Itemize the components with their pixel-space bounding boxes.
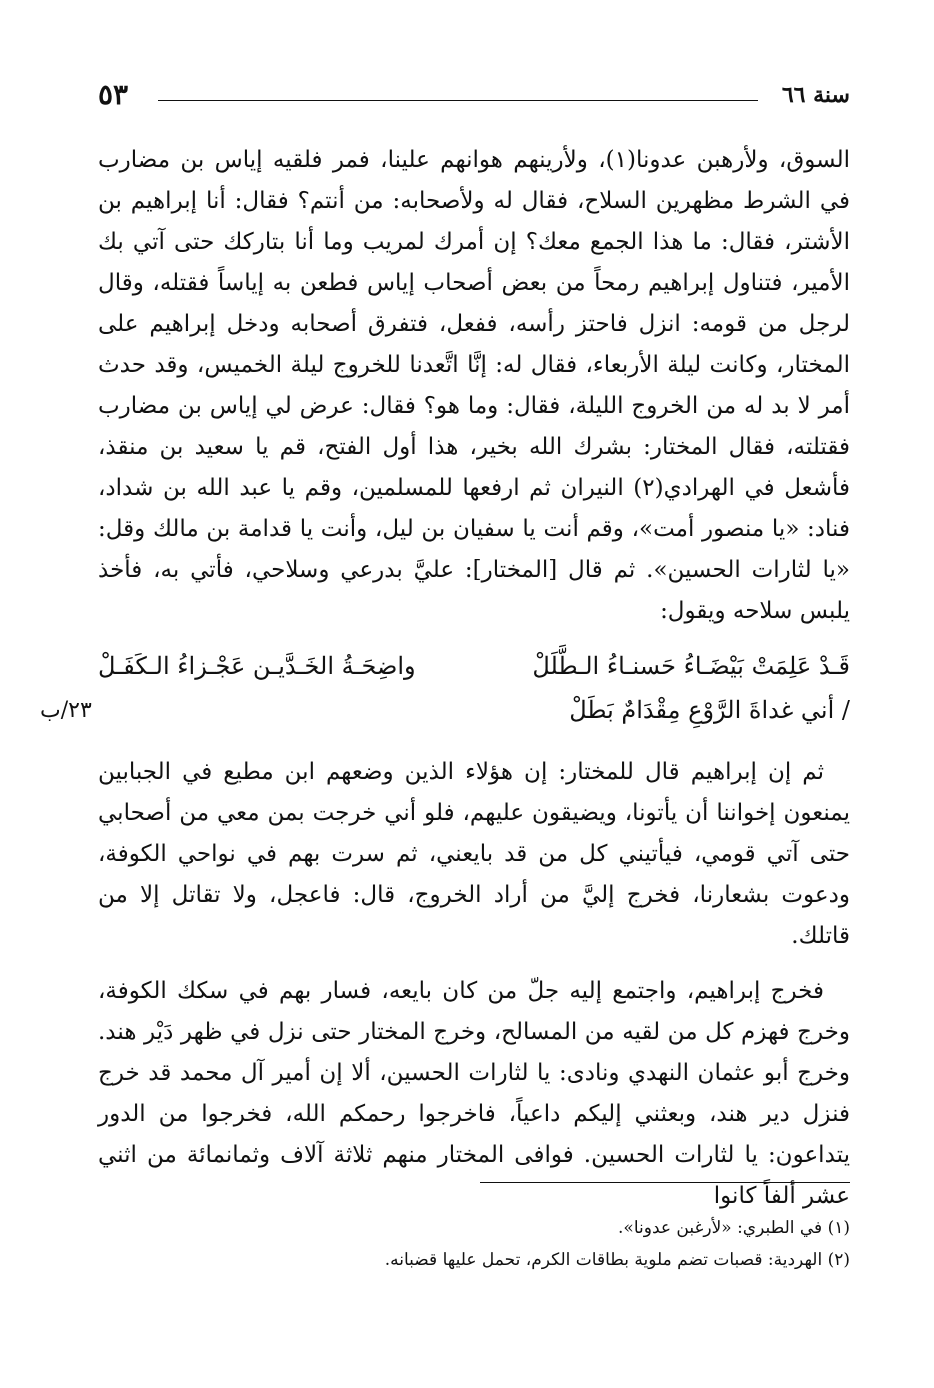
- footnote-separator: [480, 1182, 850, 1183]
- poem-line: [98, 688, 850, 732]
- footnote: (١) في الطبري: «لأرغبن عدونا».: [618, 1218, 850, 1238]
- verse-third-hemistich: / أني غداةَ الرَّوْعِ مِقْدَامٌ بَطَلْ: [569, 696, 850, 724]
- paragraph: فخرج إبراهيم، واجتمع إليه جلّ من كان بايعه، فسار بهم في سكك الكوفة، وخرج فهزم كل من لقيه من المسالح، وخرج المختار حتى نزل في ظهر دَيْر هند. وخرج أبو عثمان النهدي ونادى: يا لثارات الحسين، ألا إن أمير آل محمد قد خرج فنزل دير هند، وبعثني إليكم داعياً، فاخرجوا رحمكم الله، فخرجوا من الدور يتداعون: يا لثارات الحسين. فوافى المختار منهم ثلاثة آلاف وثمانمائة من اثني عشر ألفاً كانوا: [98, 978, 851, 1209]
- page-number: ٥٣: [98, 78, 129, 111]
- poem-verse: [98, 644, 850, 732]
- verse-second-hemistich: واضِحَـةُ الخَـدَّيـن عَجْـزاءُ الـكَفَـلْ: [98, 652, 416, 680]
- page-header: [98, 78, 850, 118]
- footnote: (٢) الهردية: قصبات تضم ملوية بطاقات الكرم، تحمل عليها قضبانه.: [384, 1250, 850, 1270]
- header-rule: [158, 100, 758, 101]
- main-text-top: [98, 140, 850, 632]
- manuscript-folio-note: ٢٣/ب: [40, 698, 92, 723]
- main-text-bottom: [98, 752, 850, 1217]
- paragraph: السوق، ولأرهبن عدونا(١)، ولأرينهم هوانهم علينا، فمر فلقيه إياس بن مضارب في الشرط مظهرين السلاح، فقال له ولأصحابه: من أنتم؟ فقال: أنا إبراهيم بن الأشتر، فقال: ما هذا الجمع معك؟ إن أمرك لمريب وما أنا بتاركك حتى آتي بك الأمير، فتناول إبراهيم رمحاً من بعض أصحاب إياس فطعن به إياساً فقتله، وقال لرجل من قومه: انزل فاحتز رأسه، ففعل، فتفرق أصحابه ودخل إبراهيم على المختار، وكانت ليلة الأربعاء، فقال له: إنَّا اتَّعدنا للخروج ليلة الخميس، وقد حدث أمر لا بد له من الخروج الليلة، فقال: وما هو؟ فقال: عرض لي إياس بن مضارب فقتلته، فقال المختار: بشرك الله بخير، هذا أول الفتح، قم يا سعيد بن منقذ، فأشعل في الهرادي(٢) النيران ثم ارفعها للمسلمين، وقم يا عبد الله بن شداد، فناد: «يا منصور أمت»، وقم أنت يا سفيان بن ليل، وأنت يا قدامة بن مالك وقل: «يا لثارات الحسين». ثم قال [المختار]: عليَّ بدرعي وسلاحي، فأتي به، فأخذ يلبس سلاحه ويقول:: [98, 147, 850, 624]
- running-title: سنة ٦٦: [781, 82, 850, 108]
- verse-first-hemistich: قَـدْ عَلِمَتْ بَيْضَـاءُ حَسنـاءُ الـطَّلَلْ: [532, 652, 850, 680]
- paragraph: ثم إن إبراهيم قال للمختار: إن هؤلاء الذين وضعهم ابن مطيع في الجبابين يمنعون إخواننا أن يأتونا، ويضيقون عليهم، فلو أني خرجت بمن معي من أصحابي حتى آتي قومي، فيأتيني كل من قد بايعني، ثم سرت بهم في نواحي الكوفة، ودعوت بشعارنا، فخرج إليَّ من أراد الخروج، قال: فاعجل، ولا تقاتل إلا من قاتلك.: [98, 759, 850, 949]
- footnotes: [98, 1212, 850, 1276]
- poem-line: [98, 644, 850, 688]
